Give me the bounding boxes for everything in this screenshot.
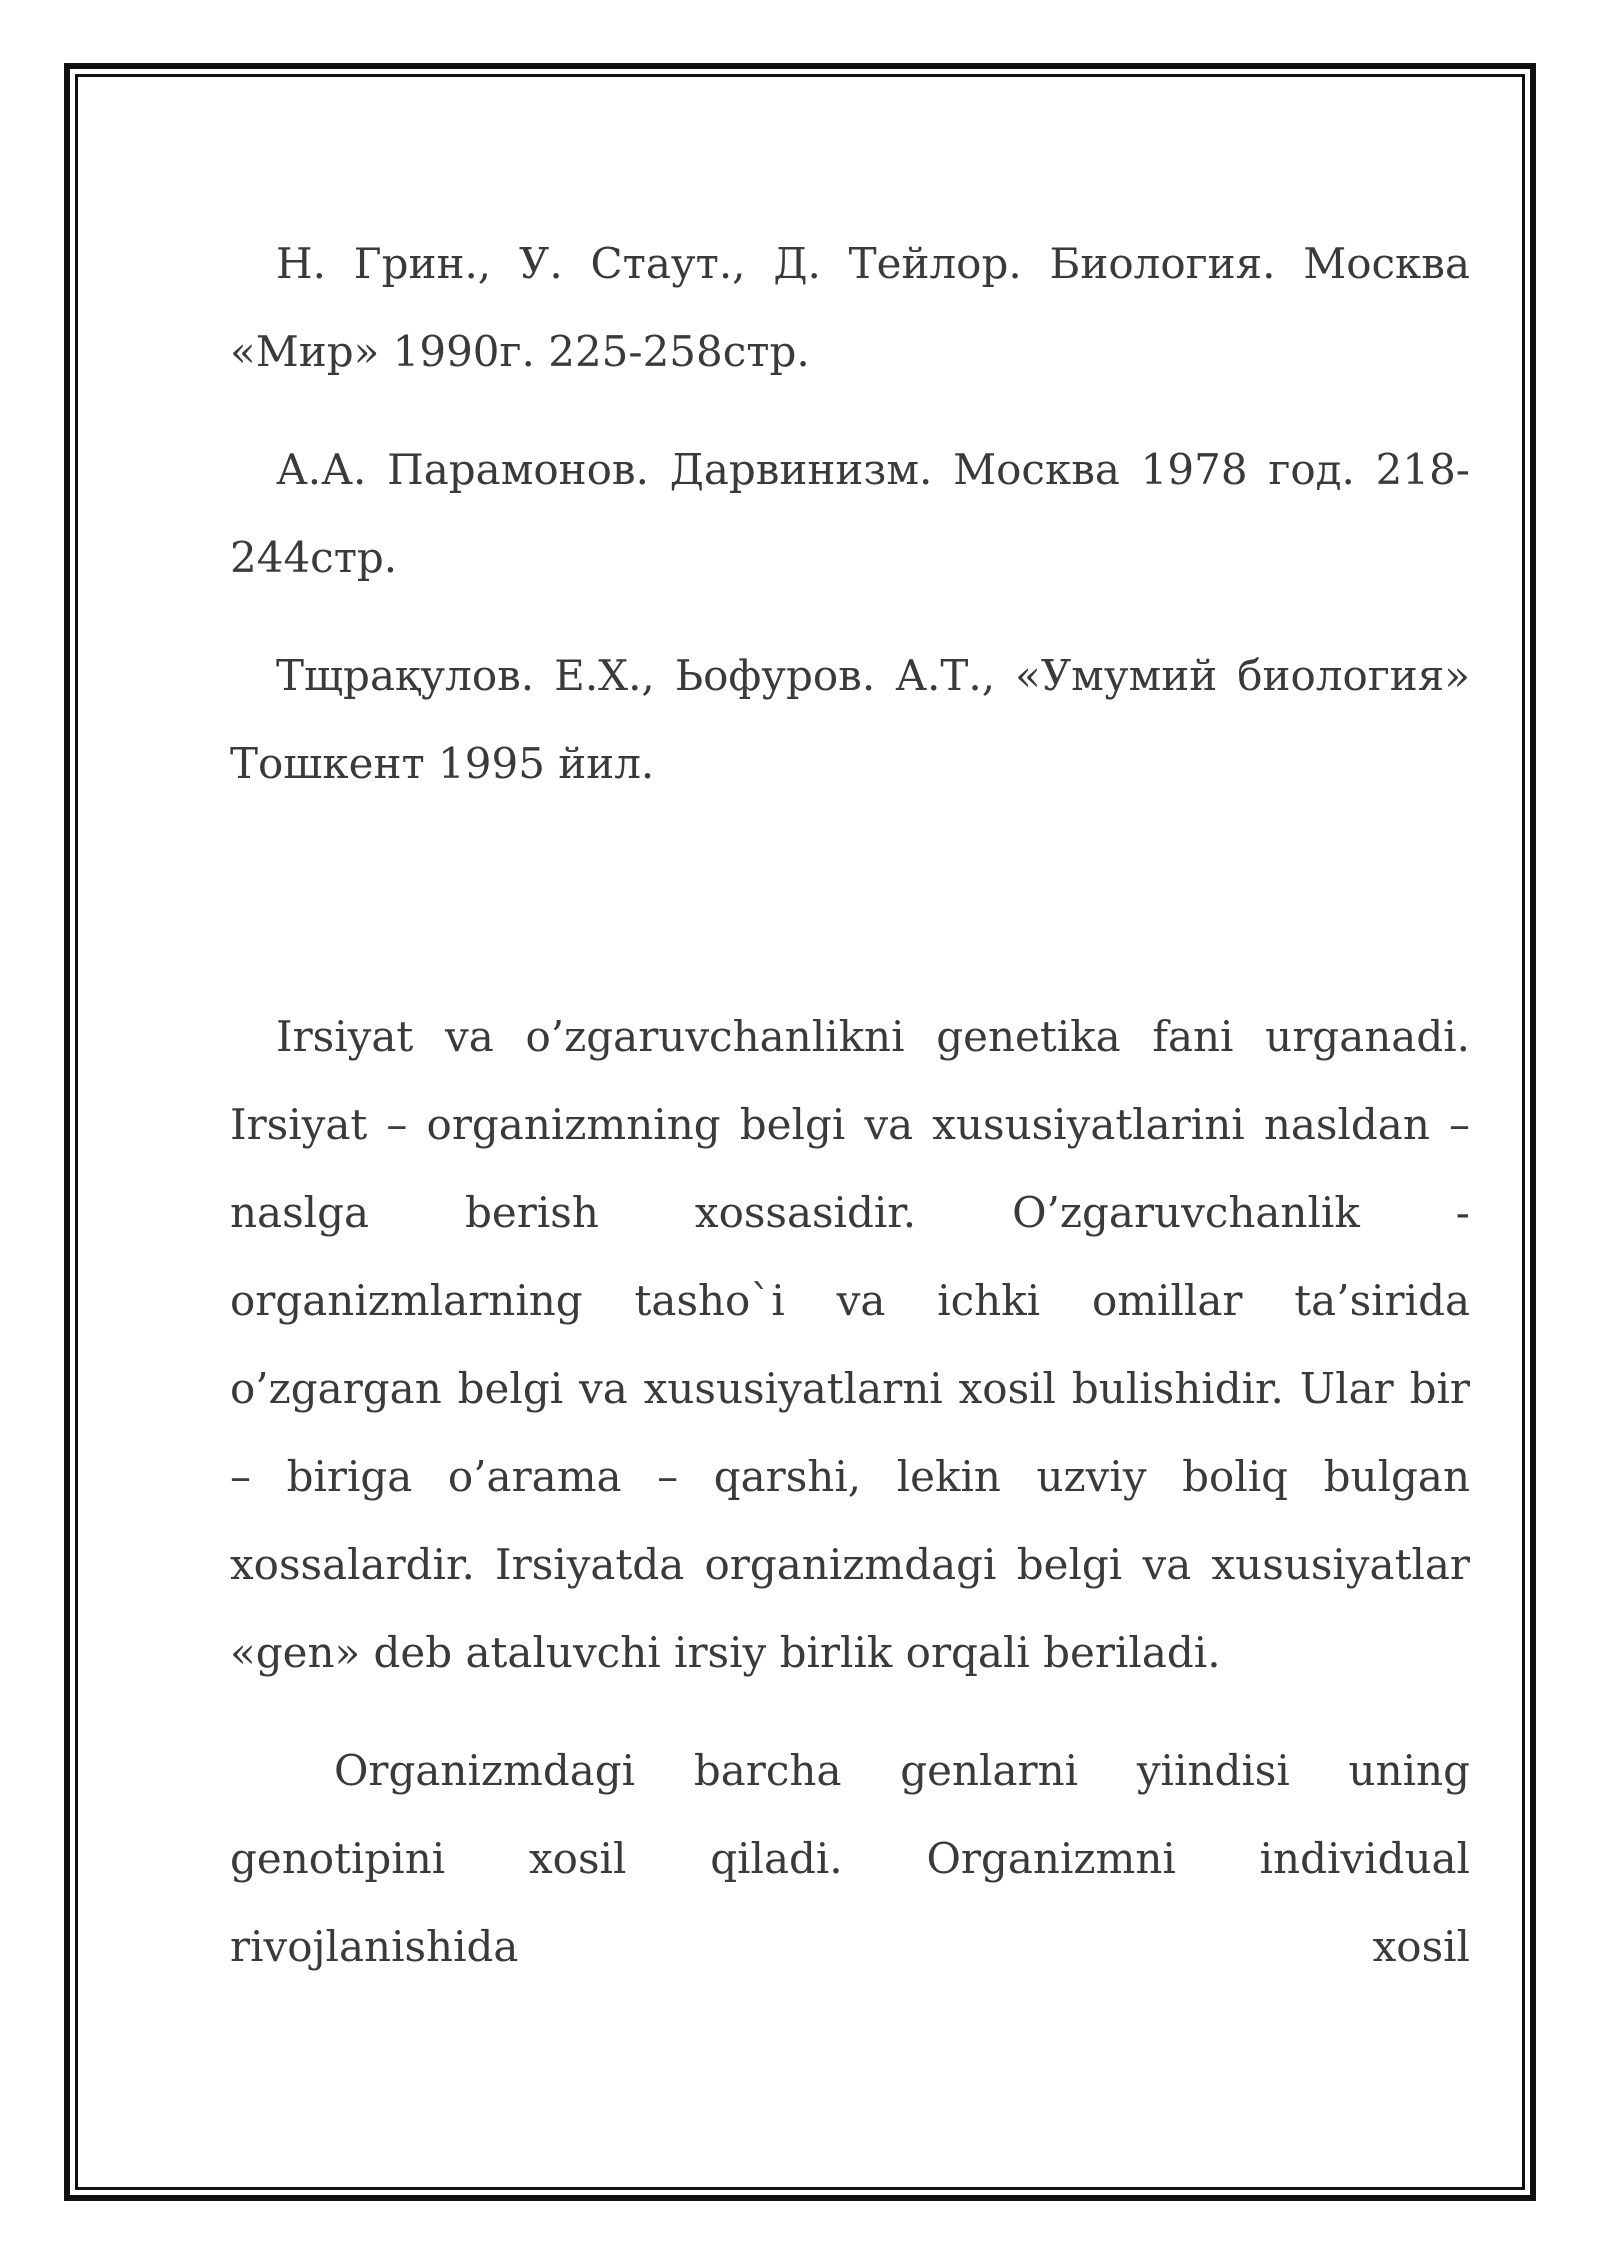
reference-item: А.А. Парамонов. Дарвинизм. Москва 1978 год. 218-244стр.: [230, 445, 1470, 582]
body-paragraph: Organizmdagi barcha genlarni yiindisi uning genotipini xosil qiladi. Organizmni individual rivojlanishida xosil: [230, 1746, 1470, 1971]
body-paragraph: Irsiyat va o’zgaruvchanlikni genetika fani urganadi. Irsiyat – organizmning belgi va xususiyatlarini nasldan – naslga berish xossasidir. O’zgaruvchanlik - organizmlarning tasho`i va ichki omillar ta’sirida o’zgargan belgi va xususiyatlarni xosil bulishidir. Ular bir – biriga o’arama – qarshi, lekin uzviy boliq bulgan xossalardir. Irsiyatda organizmdagi belgi va xususiyatlar «gen» deb ataluvchi irsiy birlik orqali beriladi.: [230, 1012, 1470, 1677]
reference-item: Тщрақулов. Е.Х., Ьофуров. А.Т., «Умумий биология» Тошкент 1995 йил.: [230, 651, 1470, 788]
section-spacer: [230, 838, 1470, 993]
reference-item: Н. Грин., У. Стаут., Д. Тейлор. Биология. Москва «Мир» 1990г. 225-258стр.: [230, 239, 1470, 376]
page-content: [230, 220, 1470, 2021]
